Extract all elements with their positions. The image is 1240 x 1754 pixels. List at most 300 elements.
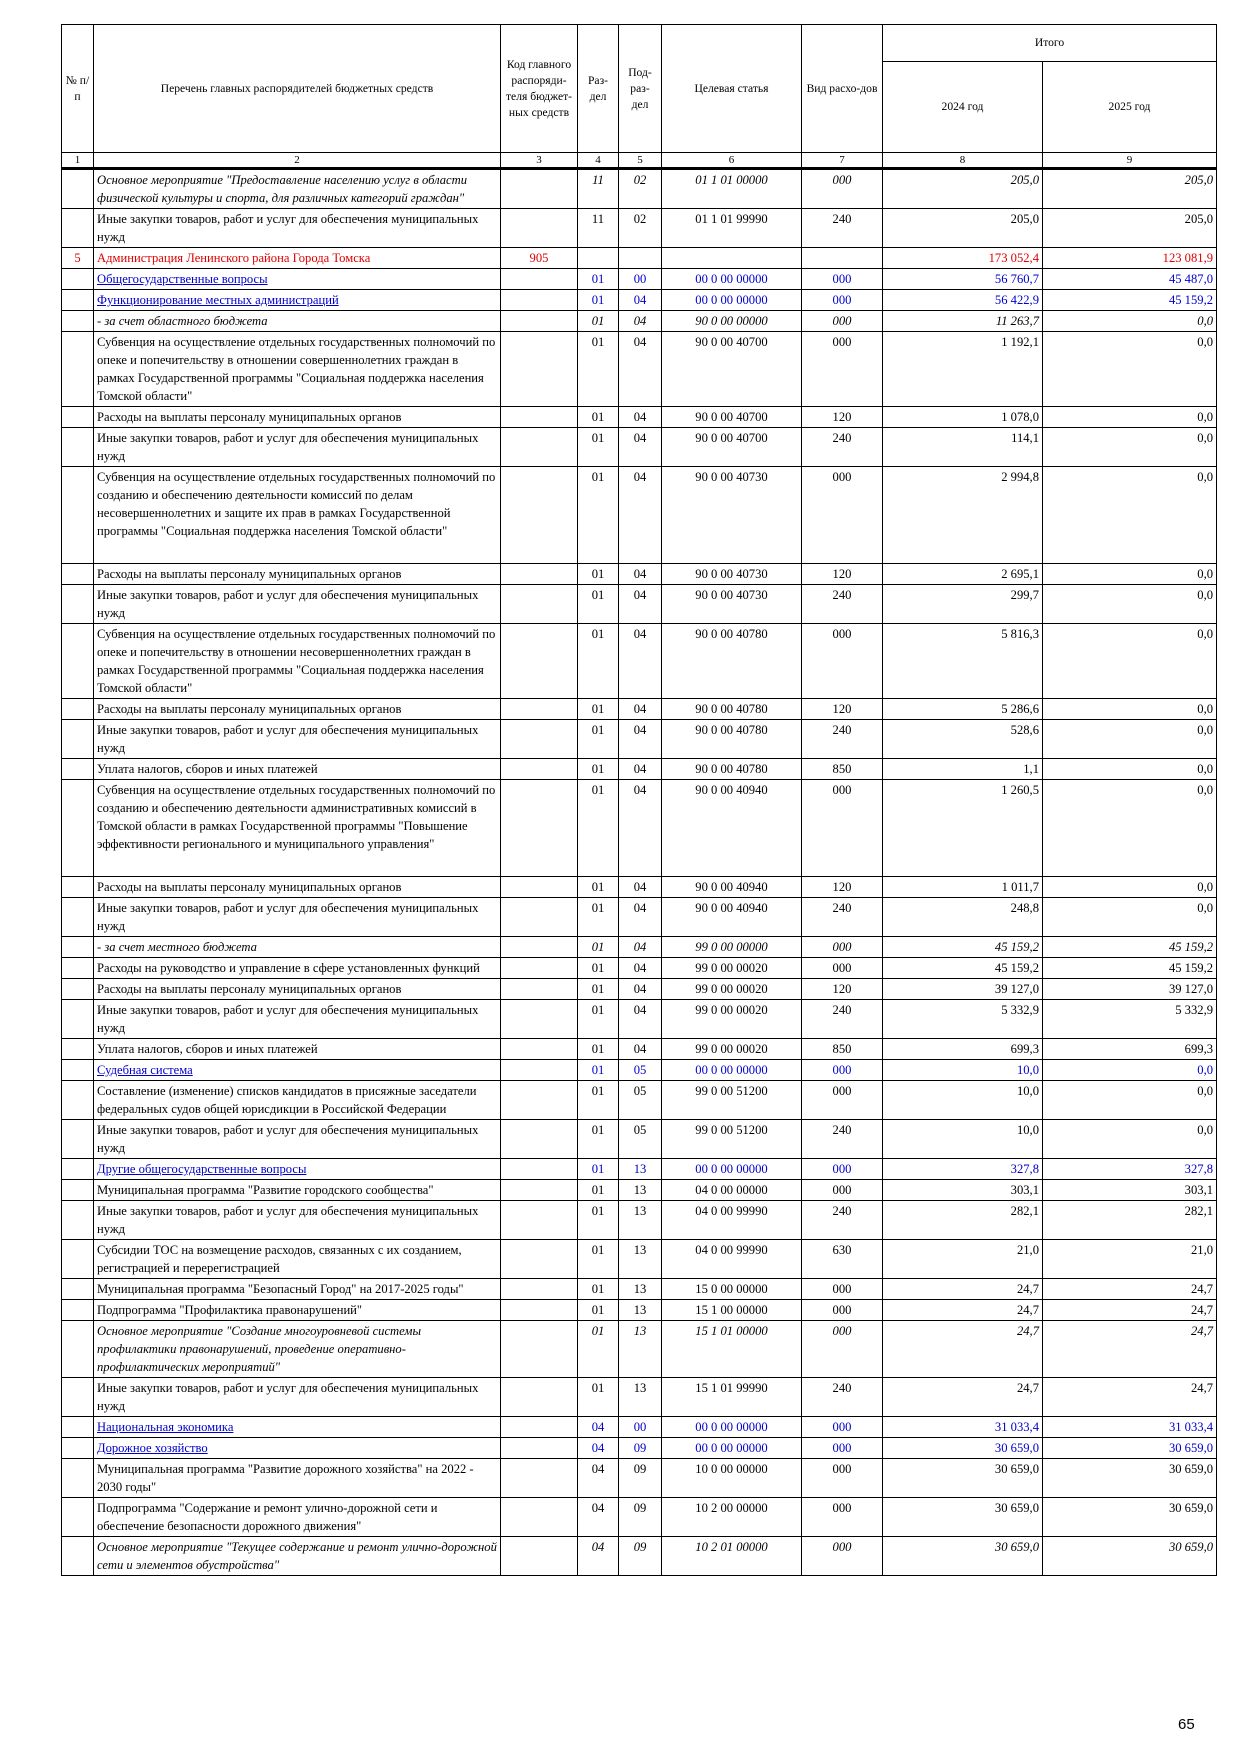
row-amount-2025: 0,0 <box>1043 699 1217 720</box>
row-amount-2024: 1 078,0 <box>883 407 1043 428</box>
row-code <box>501 720 578 759</box>
row-name: Уплата налогов, сборов и иных платежей <box>94 1039 501 1060</box>
row-amount-2025: 0,0 <box>1043 564 1217 585</box>
row-amount-2024: 205,0 <box>883 209 1043 248</box>
table-row <box>62 1459 1217 1498</box>
row-amount-2025: 205,0 <box>1043 209 1217 248</box>
row-subsection: 13 <box>619 1201 662 1240</box>
row-target: 90 0 00 00000 <box>662 311 802 332</box>
row-name: Расходы на выплаты персоналу муниципальных органов <box>94 407 501 428</box>
table-row <box>62 958 1217 979</box>
row-target <box>662 248 802 269</box>
row-name: Расходы на выплаты персоналу муниципальных органов <box>94 877 501 898</box>
row-index <box>62 958 94 979</box>
column-number: 5 <box>619 153 662 169</box>
row-subsection: 09 <box>619 1537 662 1576</box>
row-amount-2024: 10,0 <box>883 1060 1043 1081</box>
row-expense-type: 000 <box>802 311 883 332</box>
row-code <box>501 1537 578 1576</box>
row-index <box>62 1438 94 1459</box>
row-section: 01 <box>578 1240 619 1279</box>
table-row <box>62 1081 1217 1120</box>
row-section: 01 <box>578 290 619 311</box>
row-expense-type <box>802 248 883 269</box>
row-code <box>501 1201 578 1240</box>
row-section: 01 <box>578 759 619 780</box>
row-subsection: 13 <box>619 1159 662 1180</box>
row-expense-type: 000 <box>802 780 883 877</box>
row-name: Составление (изменение) списков кандидатов в присяжные заседатели федеральных судов общей юрисдикции в Российской Федерации <box>94 1081 501 1120</box>
header-exp-type: Вид расхо-дов <box>802 25 883 153</box>
row-expense-type: 000 <box>802 1081 883 1120</box>
table-row <box>62 1180 1217 1201</box>
row-name: Муниципальная программа "Безопасный Город" на 2017-2025 годы" <box>94 1279 501 1300</box>
row-subsection: 04 <box>619 699 662 720</box>
row-target: 99 0 00 00020 <box>662 979 802 1000</box>
row-amount-2024: 248,8 <box>883 898 1043 937</box>
row-amount-2025: 45 159,2 <box>1043 290 1217 311</box>
row-index <box>62 1201 94 1240</box>
row-section: 01 <box>578 1120 619 1159</box>
row-section: 01 <box>578 564 619 585</box>
row-expense-type: 000 <box>802 290 883 311</box>
row-amount-2025: 0,0 <box>1043 332 1217 407</box>
row-expense-type: 240 <box>802 1120 883 1159</box>
row-code <box>501 1120 578 1159</box>
row-amount-2025: 0,0 <box>1043 407 1217 428</box>
row-subsection: 13 <box>619 1378 662 1417</box>
row-name: Иные закупки товаров, работ и услуг для обеспечения муниципальных нужд <box>94 1201 501 1240</box>
table-row <box>62 209 1217 248</box>
table-header <box>62 25 1217 169</box>
row-index <box>62 1498 94 1537</box>
row-amount-2024: 30 659,0 <box>883 1459 1043 1498</box>
row-code <box>501 1060 578 1081</box>
row-target: 90 0 00 40940 <box>662 780 802 877</box>
row-subsection: 04 <box>619 720 662 759</box>
row-amount-2024: 31 033,4 <box>883 1417 1043 1438</box>
header-2025: 2025 год <box>1043 62 1217 153</box>
row-code <box>501 958 578 979</box>
row-section: 01 <box>578 1321 619 1378</box>
row-expense-type: 000 <box>802 624 883 699</box>
row-section: 01 <box>578 699 619 720</box>
row-amount-2025: 45 159,2 <box>1043 958 1217 979</box>
row-index <box>62 1300 94 1321</box>
table-row <box>62 1000 1217 1039</box>
row-amount-2025: 30 659,0 <box>1043 1537 1217 1576</box>
column-number: 6 <box>662 153 802 169</box>
table-row <box>62 1201 1217 1240</box>
row-code <box>501 428 578 467</box>
row-target: 15 1 00 00000 <box>662 1300 802 1321</box>
row-amount-2025: 0,0 <box>1043 898 1217 937</box>
row-section: 01 <box>578 1201 619 1240</box>
table-row <box>62 585 1217 624</box>
row-section: 01 <box>578 780 619 877</box>
table-row <box>62 428 1217 467</box>
column-number: 1 <box>62 153 94 169</box>
table-row <box>62 1537 1217 1576</box>
table-row <box>62 1417 1217 1438</box>
row-index <box>62 877 94 898</box>
row-amount-2025: 123 081,9 <box>1043 248 1217 269</box>
row-name: Основное мероприятие "Предоставление населению услуг в области физической культуры и спорта, для различных категорий граждан" <box>94 169 501 209</box>
table-row <box>62 564 1217 585</box>
row-name: Расходы на руководство и управление в сфере установленных функций <box>94 958 501 979</box>
row-section: 01 <box>578 1180 619 1201</box>
row-name: Субвенция на осуществление отдельных государственных полномочий по опеке и попечительству в отношении совершеннолетних граждан в рамках Государственной программы "Социальная поддержка населения Томской области" <box>94 332 501 407</box>
row-name: Иные закупки товаров, работ и услуг для обеспечения муниципальных нужд <box>94 898 501 937</box>
row-code <box>501 979 578 1000</box>
row-target: 99 0 00 00020 <box>662 1000 802 1039</box>
row-index <box>62 407 94 428</box>
row-section <box>578 248 619 269</box>
row-index <box>62 624 94 699</box>
row-target: 99 0 00 00020 <box>662 1039 802 1060</box>
row-name: Муниципальная программа "Развитие дорожного хозяйства" на 2022 - 2030 годы" <box>94 1459 501 1498</box>
row-subsection: 00 <box>619 269 662 290</box>
row-target: 00 0 00 00000 <box>662 1417 802 1438</box>
table-row <box>62 877 1217 898</box>
row-expense-type: 000 <box>802 467 883 564</box>
row-index <box>62 979 94 1000</box>
row-amount-2025: 30 659,0 <box>1043 1459 1217 1498</box>
row-code <box>501 1240 578 1279</box>
table-row <box>62 759 1217 780</box>
row-target: 00 0 00 00000 <box>662 269 802 290</box>
row-expense-type: 630 <box>802 1240 883 1279</box>
row-target: 00 0 00 00000 <box>662 1159 802 1180</box>
row-target: 15 1 01 00000 <box>662 1321 802 1378</box>
row-subsection: 04 <box>619 877 662 898</box>
row-amount-2024: 303,1 <box>883 1180 1043 1201</box>
row-expense-type: 120 <box>802 699 883 720</box>
row-index <box>62 1240 94 1279</box>
row-target: 90 0 00 40700 <box>662 332 802 407</box>
table-row <box>62 1498 1217 1537</box>
row-subsection: 13 <box>619 1300 662 1321</box>
budget-table <box>61 24 1217 1576</box>
row-index <box>62 1417 94 1438</box>
row-index <box>62 898 94 937</box>
row-expense-type: 000 <box>802 1060 883 1081</box>
row-expense-type: 120 <box>802 877 883 898</box>
row-amount-2025: 303,1 <box>1043 1180 1217 1201</box>
row-index <box>62 699 94 720</box>
row-code <box>501 1081 578 1120</box>
row-amount-2025: 0,0 <box>1043 1120 1217 1159</box>
row-name: Расходы на выплаты персоналу муниципальных органов <box>94 979 501 1000</box>
row-amount-2024: 10,0 <box>883 1120 1043 1159</box>
row-amount-2024: 205,0 <box>883 169 1043 209</box>
row-amount-2025: 5 332,9 <box>1043 1000 1217 1039</box>
row-index <box>62 1159 94 1180</box>
row-amount-2025: 30 659,0 <box>1043 1438 1217 1459</box>
row-section: 01 <box>578 979 619 1000</box>
row-code <box>501 311 578 332</box>
header-code: Код главного распоряди-теля бюджет-ных средств <box>501 25 578 153</box>
row-amount-2024: 1 260,5 <box>883 780 1043 877</box>
row-amount-2025: 39 127,0 <box>1043 979 1217 1000</box>
row-target: 90 0 00 40940 <box>662 877 802 898</box>
table-row <box>62 269 1217 290</box>
row-section: 01 <box>578 428 619 467</box>
row-target: 90 0 00 40700 <box>662 428 802 467</box>
row-expense-type: 000 <box>802 1300 883 1321</box>
row-subsection: 02 <box>619 169 662 209</box>
row-name: Субвенция на осуществление отдельных государственных полномочий по созданию и обеспечению деятельности комиссий по делам несовершеннолетних и защите их прав в рамках Государственной программы "Социальная поддержка населения Томской области" <box>94 467 501 564</box>
row-code <box>501 269 578 290</box>
row-name: Общегосударственные вопросы <box>94 269 501 290</box>
header-2024: 2024 год <box>883 62 1043 153</box>
row-amount-2024: 24,7 <box>883 1279 1043 1300</box>
row-name: Иные закупки товаров, работ и услуг для обеспечения муниципальных нужд <box>94 720 501 759</box>
row-amount-2025: 45 487,0 <box>1043 269 1217 290</box>
row-section: 01 <box>578 269 619 290</box>
row-expense-type: 000 <box>802 1279 883 1300</box>
row-subsection: 05 <box>619 1081 662 1120</box>
row-subsection: 04 <box>619 1000 662 1039</box>
row-amount-2024: 282,1 <box>883 1201 1043 1240</box>
row-target: 99 0 00 00000 <box>662 937 802 958</box>
table-row <box>62 780 1217 877</box>
row-code: 905 <box>501 248 578 269</box>
row-amount-2025: 282,1 <box>1043 1201 1217 1240</box>
row-amount-2025: 0,0 <box>1043 1060 1217 1081</box>
row-name: Основное мероприятие "Текущее содержание и ремонт улично-дорожной сети и элементов обустройства" <box>94 1537 501 1576</box>
header-subsection: Под-раз-дел <box>619 25 662 153</box>
row-amount-2025: 0,0 <box>1043 720 1217 759</box>
row-expense-type: 240 <box>802 209 883 248</box>
row-name: - за счет областного бюджета <box>94 311 501 332</box>
row-amount-2024: 10,0 <box>883 1081 1043 1120</box>
row-index <box>62 428 94 467</box>
row-expense-type: 240 <box>802 898 883 937</box>
row-expense-type: 240 <box>802 1201 883 1240</box>
row-amount-2024: 114,1 <box>883 428 1043 467</box>
row-amount-2024: 39 127,0 <box>883 979 1043 1000</box>
row-code <box>501 1300 578 1321</box>
row-section: 01 <box>578 1060 619 1081</box>
row-section: 01 <box>578 720 619 759</box>
row-target: 04 0 00 99990 <box>662 1201 802 1240</box>
row-name: Иные закупки товаров, работ и услуг для обеспечения муниципальных нужд <box>94 428 501 467</box>
row-index <box>62 720 94 759</box>
row-target: 90 0 00 40780 <box>662 720 802 759</box>
row-section: 01 <box>578 585 619 624</box>
row-section: 01 <box>578 467 619 564</box>
row-amount-2024: 56 422,9 <box>883 290 1043 311</box>
row-amount-2025: 24,7 <box>1043 1378 1217 1417</box>
row-expense-type: 000 <box>802 958 883 979</box>
row-code <box>501 332 578 407</box>
row-amount-2025: 0,0 <box>1043 1081 1217 1120</box>
row-subsection: 05 <box>619 1120 662 1159</box>
row-section: 01 <box>578 1279 619 1300</box>
row-subsection: 04 <box>619 759 662 780</box>
row-target: 90 0 00 40780 <box>662 699 802 720</box>
row-index <box>62 1039 94 1060</box>
row-code <box>501 467 578 564</box>
table-row <box>62 979 1217 1000</box>
row-amount-2024: 2 695,1 <box>883 564 1043 585</box>
row-amount-2024: 5 286,6 <box>883 699 1043 720</box>
row-amount-2025: 0,0 <box>1043 877 1217 898</box>
row-section: 01 <box>578 407 619 428</box>
table-row <box>62 407 1217 428</box>
row-amount-2024: 45 159,2 <box>883 958 1043 979</box>
row-target: 10 2 01 00000 <box>662 1537 802 1576</box>
row-index <box>62 269 94 290</box>
table-row <box>62 467 1217 564</box>
row-subsection: 04 <box>619 1039 662 1060</box>
row-index <box>62 1081 94 1120</box>
row-amount-2025: 205,0 <box>1043 169 1217 209</box>
table-body <box>62 169 1217 1576</box>
row-section: 04 <box>578 1438 619 1459</box>
row-target: 10 2 00 00000 <box>662 1498 802 1537</box>
row-name: Расходы на выплаты персоналу муниципальных органов <box>94 699 501 720</box>
row-name: Иные закупки товаров, работ и услуг для обеспечения муниципальных нужд <box>94 1000 501 1039</box>
row-code <box>501 780 578 877</box>
row-amount-2024: 30 659,0 <box>883 1498 1043 1537</box>
row-amount-2025: 45 159,2 <box>1043 937 1217 958</box>
row-expense-type: 240 <box>802 1378 883 1417</box>
row-name: Национальная экономика <box>94 1417 501 1438</box>
header-target: Целевая статья <box>662 25 802 153</box>
row-amount-2025: 699,3 <box>1043 1039 1217 1060</box>
row-expense-type: 000 <box>802 269 883 290</box>
row-subsection: 04 <box>619 585 662 624</box>
row-expense-type: 000 <box>802 1321 883 1378</box>
row-name: Иные закупки товаров, работ и услуг для обеспечения муниципальных нужд <box>94 1378 501 1417</box>
row-code <box>501 937 578 958</box>
row-index <box>62 169 94 209</box>
row-subsection: 04 <box>619 428 662 467</box>
row-amount-2025: 21,0 <box>1043 1240 1217 1279</box>
row-code <box>501 1159 578 1180</box>
row-name: Функционирование местных администраций <box>94 290 501 311</box>
row-section: 01 <box>578 937 619 958</box>
row-name: Иные закупки товаров, работ и услуг для обеспечения муниципальных нужд <box>94 585 501 624</box>
row-code <box>501 1417 578 1438</box>
table-row <box>62 1039 1217 1060</box>
row-target: 90 0 00 40780 <box>662 624 802 699</box>
row-subsection: 04 <box>619 780 662 877</box>
row-expense-type: 000 <box>802 332 883 407</box>
row-amount-2025: 0,0 <box>1043 311 1217 332</box>
row-subsection <box>619 248 662 269</box>
table-row <box>62 169 1217 209</box>
row-expense-type: 850 <box>802 1039 883 1060</box>
row-amount-2024: 21,0 <box>883 1240 1043 1279</box>
row-amount-2025: 24,7 <box>1043 1321 1217 1378</box>
row-index <box>62 467 94 564</box>
column-number: 2 <box>94 153 501 169</box>
row-index <box>62 290 94 311</box>
row-subsection: 04 <box>619 937 662 958</box>
row-index <box>62 937 94 958</box>
row-target: 90 0 00 40940 <box>662 898 802 937</box>
row-name: Субвенция на осуществление отдельных государственных полномочий по созданию и обеспечению деятельности административных комиссий в Томской области в рамках Государственной программы "Повышение эффективности регионального и муниципального управления" <box>94 780 501 877</box>
row-subsection: 09 <box>619 1498 662 1537</box>
row-amount-2024: 11 263,7 <box>883 311 1043 332</box>
row-section: 01 <box>578 958 619 979</box>
row-expense-type: 000 <box>802 1498 883 1537</box>
row-amount-2024: 699,3 <box>883 1039 1043 1060</box>
row-amount-2024: 327,8 <box>883 1159 1043 1180</box>
column-number: 4 <box>578 153 619 169</box>
row-index <box>62 1000 94 1039</box>
row-amount-2024: 528,6 <box>883 720 1043 759</box>
row-subsection: 13 <box>619 1279 662 1300</box>
row-index <box>62 332 94 407</box>
table-row <box>62 1378 1217 1417</box>
row-subsection: 04 <box>619 332 662 407</box>
column-number: 7 <box>802 153 883 169</box>
row-amount-2024: 45 159,2 <box>883 937 1043 958</box>
table-row <box>62 311 1217 332</box>
row-subsection: 04 <box>619 564 662 585</box>
row-index <box>62 1279 94 1300</box>
row-code <box>501 1000 578 1039</box>
row-code <box>501 699 578 720</box>
row-subsection: 13 <box>619 1180 662 1201</box>
row-name: Судебная система <box>94 1060 501 1081</box>
table-row <box>62 1321 1217 1378</box>
row-subsection: 13 <box>619 1240 662 1279</box>
row-expense-type: 000 <box>802 1537 883 1576</box>
row-expense-type: 000 <box>802 1459 883 1498</box>
row-subsection: 04 <box>619 311 662 332</box>
row-target: 01 1 01 99990 <box>662 209 802 248</box>
row-amount-2024: 2 994,8 <box>883 467 1043 564</box>
column-number: 8 <box>883 153 1043 169</box>
row-subsection: 04 <box>619 290 662 311</box>
row-section: 11 <box>578 169 619 209</box>
row-code <box>501 877 578 898</box>
row-code <box>501 759 578 780</box>
row-name: Дорожное хозяйство <box>94 1438 501 1459</box>
row-amount-2025: 0,0 <box>1043 585 1217 624</box>
row-code <box>501 1039 578 1060</box>
row-expense-type: 120 <box>802 407 883 428</box>
table-row <box>62 1240 1217 1279</box>
row-subsection: 04 <box>619 407 662 428</box>
row-target: 99 0 00 00020 <box>662 958 802 979</box>
table-row <box>62 898 1217 937</box>
row-amount-2024: 1,1 <box>883 759 1043 780</box>
row-amount-2025: 0,0 <box>1043 624 1217 699</box>
column-number: 9 <box>1043 153 1217 169</box>
header-num: № п/п <box>62 25 94 153</box>
row-target: 00 0 00 00000 <box>662 1438 802 1459</box>
row-index <box>62 780 94 877</box>
row-index <box>62 1180 94 1201</box>
row-target: 01 1 01 00000 <box>662 169 802 209</box>
row-section: 04 <box>578 1498 619 1537</box>
row-section: 01 <box>578 311 619 332</box>
row-index <box>62 585 94 624</box>
table-row <box>62 1279 1217 1300</box>
row-section: 01 <box>578 1081 619 1120</box>
row-expense-type: 240 <box>802 585 883 624</box>
row-name: Субвенция на осуществление отдельных государственных полномочий по опеке и попечительству в отношении несовершеннолетних граждан в рамках Государственной программы "Социальная поддержка населения Томской области" <box>94 624 501 699</box>
row-name: Иные закупки товаров, работ и услуг для обеспечения муниципальных нужд <box>94 209 501 248</box>
row-amount-2024: 299,7 <box>883 585 1043 624</box>
row-index <box>62 759 94 780</box>
